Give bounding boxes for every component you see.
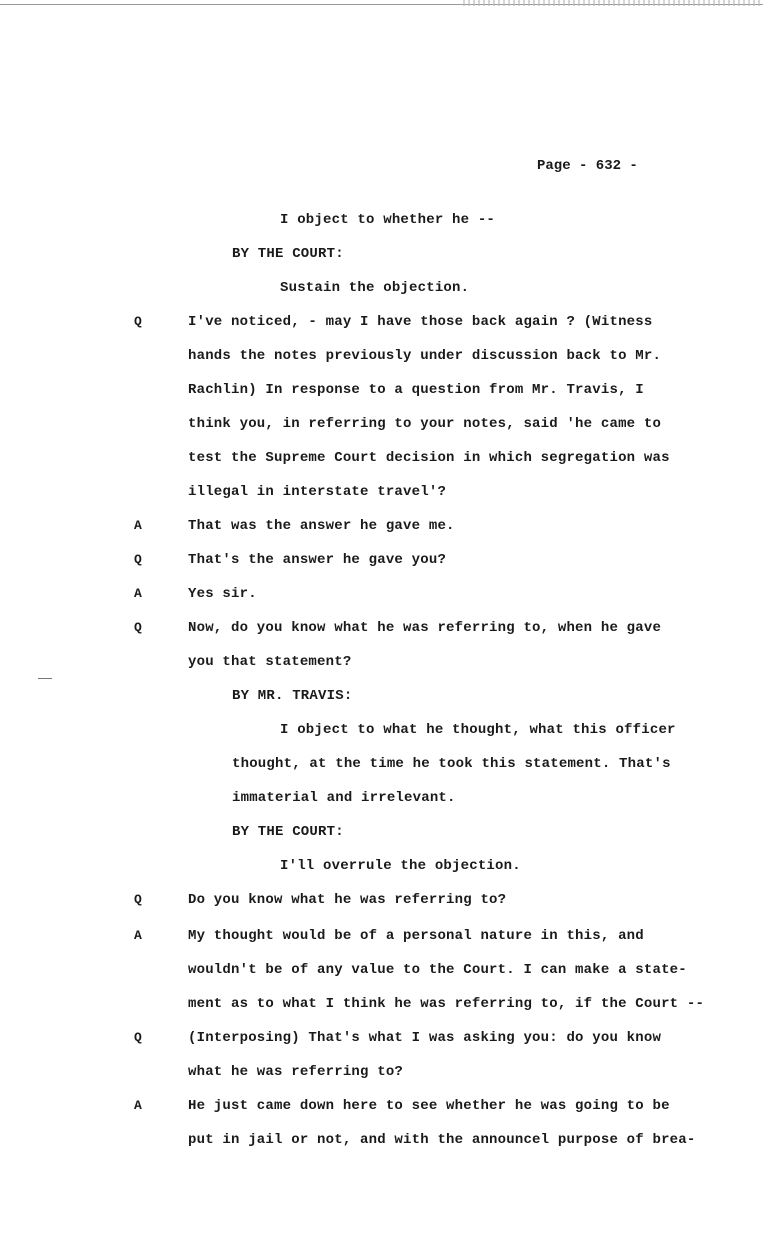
transcript-line: illegal in interstate travel'? [188,484,447,500]
transcript-line: That was the answer he gave me. [188,518,455,534]
transcript-line: BY MR. TRAVIS: [232,688,353,704]
transcript-line: I object to what he thought, what this officer [280,722,676,738]
qa-marker-a: A [134,518,142,533]
transcript-line: Do you know what he was referring to? [188,892,507,908]
qa-marker-q: Q [134,620,142,635]
transcript-line: test the Supreme Court decision in which segregation was [188,450,670,466]
scan-top-noise [463,0,763,6]
transcript-line: Sustain the objection. [280,280,470,296]
qa-marker-q: Q [134,552,142,567]
transcript-line: I object to whether he -- [280,212,496,228]
qa-marker-q: Q [134,1030,142,1045]
transcript-line: Yes sir. [188,586,257,602]
transcript-line: wouldn't be of any value to the Court. I can make a state- [188,962,687,978]
qa-marker-a: A [134,928,142,943]
transcript-line: thought, at the time he took this statement. That's [232,756,671,772]
transcript-line: I'll overrule the objection. [280,858,521,874]
transcript-line: He just came down here to see whether he was going to be [188,1098,670,1114]
transcript-line: ment as to what I think he was referring to, if the Court -- [188,996,705,1012]
transcript-line: put in jail or not, and with the announcel purpose of brea- [188,1132,696,1148]
transcript-line: My thought would be of a personal nature in this, and [188,928,644,944]
transcript-line: Now, do you know what he was referring to, when he gave [188,620,662,636]
qa-marker-a: A [134,586,142,601]
transcript-line: BY THE COURT: [232,824,344,840]
transcript-line: what he was referring to? [188,1064,404,1080]
transcript-line: (Interposing) That's what I was asking you: do you know [188,1030,662,1046]
transcript-line: That's the answer he gave you? [188,552,447,568]
transcript-line: Rachlin) In response to a question from Mr. Travis, I [188,382,644,398]
qa-marker-a: A [134,1098,142,1113]
transcript-line: immaterial and irrelevant. [232,790,456,806]
scan-speck [38,678,52,679]
qa-marker-q: Q [134,892,142,907]
transcript-line: think you, in referring to your notes, said 'he came to [188,416,662,432]
qa-marker-q: Q [134,314,142,329]
transcript-line: you that statement? [188,654,352,670]
transcript-line: hands the notes previously under discussion back to Mr. [188,348,662,364]
page-number: Page - 632 - [537,158,638,174]
transcript-line: I've noticed, - may I have those back again ? (Witness [188,314,653,330]
transcript-line: BY THE COURT: [232,246,344,262]
